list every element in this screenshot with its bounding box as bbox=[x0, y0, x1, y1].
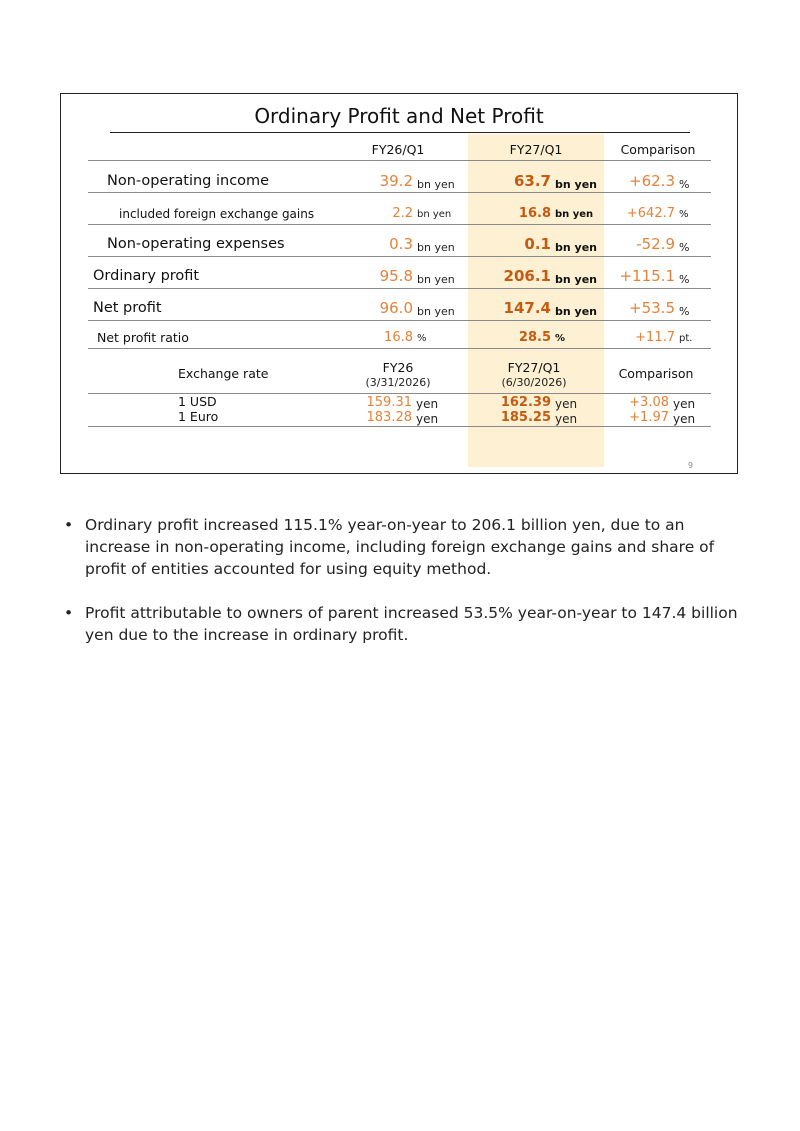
row-label: Net profit bbox=[93, 300, 162, 316]
divider bbox=[88, 224, 711, 225]
bullet-text: Profit attributable to owners of parent increased 53.5% year-on-year to 147.4 billion yen due to the increase in ordinary profit. bbox=[85, 604, 738, 644]
row-label: Non-operating income bbox=[107, 173, 270, 189]
divider bbox=[88, 256, 711, 257]
divider bbox=[88, 192, 711, 193]
fx-value-fy26: 159.31 bbox=[366, 395, 412, 410]
row-value-fy26: 39.2 bbox=[379, 172, 413, 190]
row-unit: % bbox=[555, 333, 566, 344]
row-value-fy26: 16.8 bbox=[384, 330, 413, 345]
divider bbox=[88, 320, 711, 321]
fx-value-fy26: 183.28 bbox=[366, 410, 412, 425]
fx-row-label: 1 USD bbox=[178, 394, 217, 409]
divider bbox=[88, 288, 711, 289]
fx-unit: yen bbox=[416, 412, 439, 426]
row-unit: % bbox=[679, 305, 690, 318]
divider bbox=[88, 348, 711, 349]
row-unit: % bbox=[417, 333, 427, 344]
row-value-fy27: 16.8 bbox=[518, 206, 551, 221]
row-label: included foreign exchange gains bbox=[119, 207, 315, 221]
row-value-comparison: +642.7 bbox=[626, 206, 675, 221]
row-unit: bn yen bbox=[555, 305, 597, 318]
bullet-marker: • bbox=[64, 516, 74, 534]
page-number: 9 bbox=[688, 461, 694, 470]
fx-date-fy27: (6/30/2026) bbox=[501, 376, 567, 389]
fx-value-fy27: 162.39 bbox=[500, 395, 551, 410]
fx-header-comparison: Comparison bbox=[618, 366, 694, 381]
fx-unit: yen bbox=[555, 412, 578, 426]
row-value-fy27: 28.5 bbox=[518, 330, 551, 345]
row-value-fy26: 0.3 bbox=[389, 235, 413, 253]
row-value-fy26: 2.2 bbox=[392, 206, 413, 221]
fx-value-comparison: +3.08 bbox=[629, 395, 669, 410]
row-value-comparison: +11.7 bbox=[635, 330, 675, 345]
fx-value-fy27: 185.25 bbox=[500, 410, 551, 425]
fx-value-comparison: +1.97 bbox=[629, 410, 669, 425]
header-comparison: Comparison bbox=[620, 142, 696, 157]
row-value-fy27: 206.1 bbox=[503, 267, 551, 285]
fx-row-label: 1 Euro bbox=[178, 409, 219, 424]
bullet-item bbox=[64, 514, 744, 580]
row-unit: % bbox=[679, 178, 690, 191]
row-unit: bn yen bbox=[555, 209, 594, 220]
row-unit: % bbox=[679, 241, 690, 254]
slide-title: Ordinary Profit and Net Profit bbox=[254, 104, 544, 128]
bullet-list bbox=[64, 514, 744, 668]
row-value-fy27: 147.4 bbox=[503, 299, 551, 317]
row-unit: bn yen bbox=[417, 209, 452, 220]
slide-frame bbox=[60, 93, 738, 474]
fx-header-fy27: FY27/Q1 bbox=[507, 360, 561, 375]
row-unit: % bbox=[679, 209, 689, 220]
row-label: Net profit ratio bbox=[97, 330, 189, 345]
bullet-text: Ordinary profit increased 115.1% year-on-year to 206.1 billion yen, due to an increase in non-operating income, including foreign exchange gains and share of profit of entities accounted for using equity method. bbox=[85, 516, 715, 578]
divider bbox=[88, 160, 711, 161]
fx-unit: yen bbox=[555, 397, 578, 411]
header-fy26q1: FY26/Q1 bbox=[371, 142, 425, 157]
row-unit: bn yen bbox=[417, 178, 455, 191]
fx-date-fy26: (3/31/2026) bbox=[365, 376, 431, 389]
row-value-fy26: 96.0 bbox=[379, 299, 413, 317]
row-unit: pt. bbox=[679, 333, 693, 344]
fx-unit: yen bbox=[673, 412, 696, 426]
row-value-fy26: 95.8 bbox=[379, 267, 413, 285]
row-value-comparison: +53.5 bbox=[629, 299, 675, 317]
row-value-comparison: -52.9 bbox=[636, 235, 675, 253]
row-value-fy27: 0.1 bbox=[524, 235, 551, 253]
row-unit: bn yen bbox=[555, 241, 597, 254]
row-label: Non-operating expenses bbox=[107, 236, 285, 252]
fx-unit: yen bbox=[416, 397, 439, 411]
bullet-marker: • bbox=[64, 604, 74, 622]
fx-label: Exchange rate bbox=[178, 366, 269, 381]
divider bbox=[88, 426, 711, 427]
header-fy27q1: FY27/Q1 bbox=[509, 142, 563, 157]
row-unit: bn yen bbox=[555, 273, 597, 286]
row-unit: bn yen bbox=[417, 305, 455, 318]
fx-unit: yen bbox=[673, 397, 696, 411]
row-value-comparison: +115.1 bbox=[619, 267, 675, 285]
bullet-item bbox=[64, 602, 744, 646]
row-label: Ordinary profit bbox=[93, 268, 200, 284]
row-unit: % bbox=[679, 273, 690, 286]
row-unit: bn yen bbox=[417, 241, 455, 254]
row-value-comparison: +62.3 bbox=[629, 172, 675, 190]
fx-header-fy26: FY26 bbox=[382, 360, 414, 375]
title-underline bbox=[110, 132, 690, 133]
row-unit: bn yen bbox=[555, 178, 597, 191]
row-unit: bn yen bbox=[417, 273, 455, 286]
row-value-fy27: 63.7 bbox=[513, 172, 551, 190]
